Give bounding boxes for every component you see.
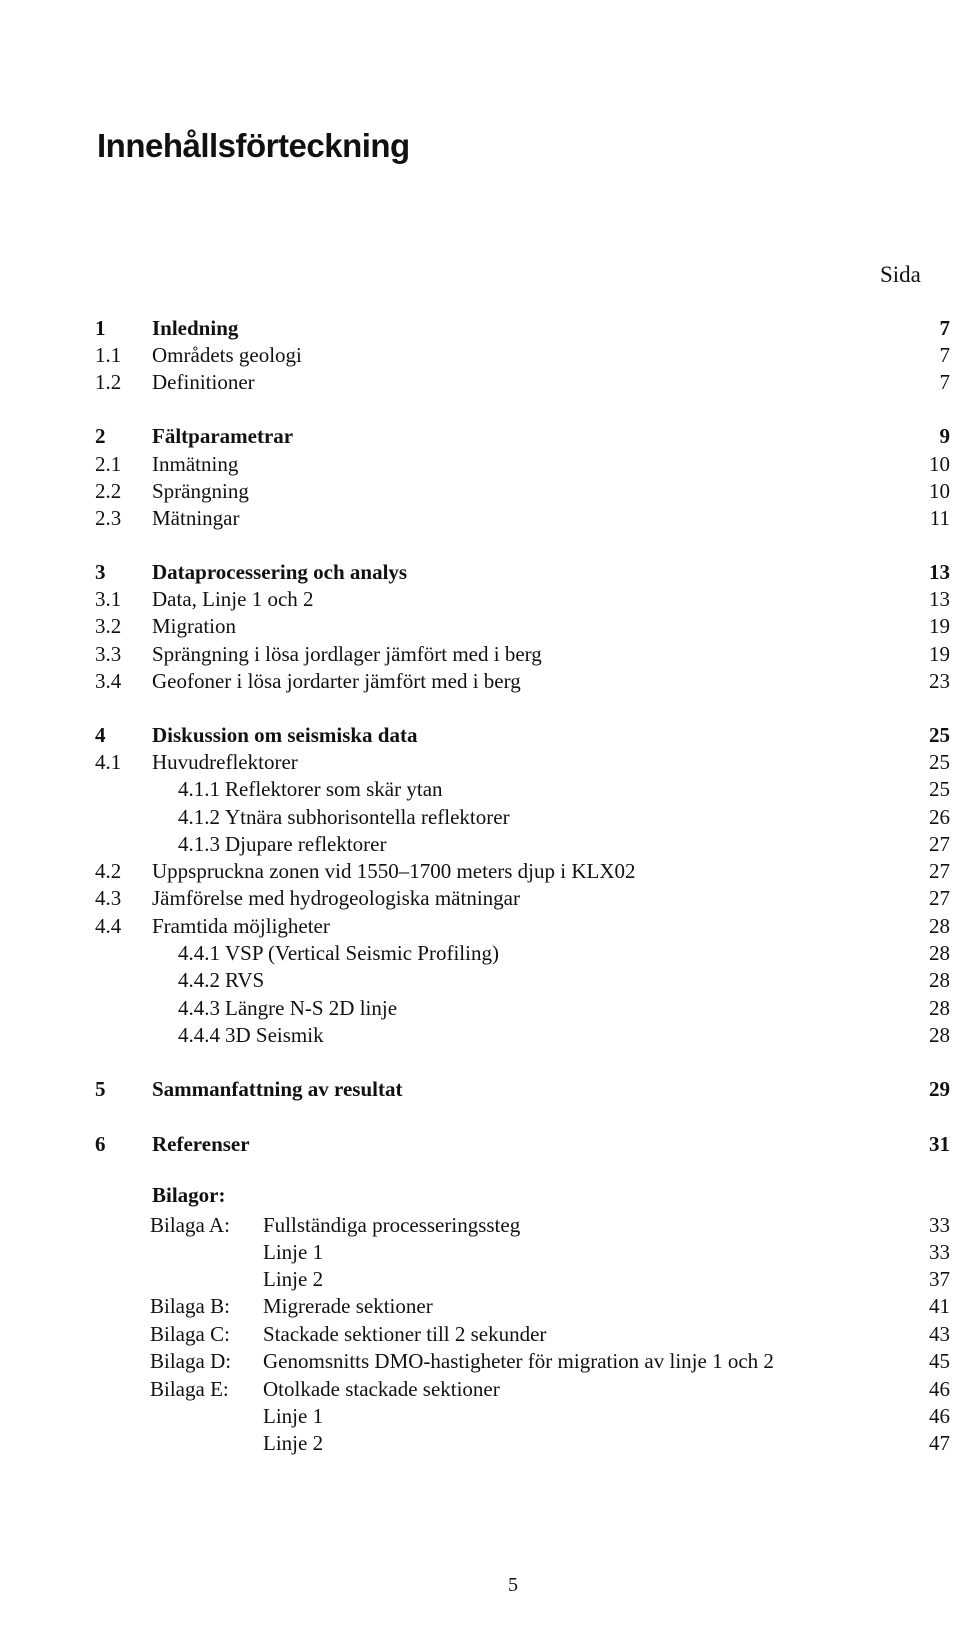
appendix-label: Bilaga B: — [150, 1294, 230, 1318]
appendix-entry[interactable] — [0, 1375, 960, 1403]
toc-entry-page: 23 — [929, 669, 950, 693]
toc-entry-number: 4.1.1 — [178, 777, 220, 801]
toc-entry-page: 28 — [929, 914, 950, 938]
toc-entry-number: 1.1 — [95, 343, 122, 367]
toc-entry[interactable] — [0, 830, 960, 858]
toc-entry[interactable] — [0, 504, 960, 532]
toc-entry-title: Områdets geologi — [152, 343, 302, 367]
toc-entry-title: Fältparametrar — [152, 424, 294, 448]
appendix-entry[interactable] — [0, 1238, 960, 1266]
toc-entry[interactable] — [0, 994, 960, 1022]
toc-entry-page: 10 — [929, 452, 950, 476]
appendix-entry[interactable] — [0, 1211, 960, 1239]
toc-entry-title: Data, Linje 1 och 2 — [152, 587, 314, 611]
toc-entry-number: 3.1 — [95, 587, 122, 611]
toc-entry[interactable] — [0, 422, 960, 450]
toc-entry-number: 5 — [95, 1077, 106, 1101]
appendix-title: Fullständiga processeringssteg — [263, 1213, 521, 1237]
toc-entry-title: Ytnära subhorisontella reflektorer — [225, 805, 510, 829]
toc-entry-title: Djupare reflektorer — [225, 832, 387, 856]
toc-entry-number: 3.4 — [95, 669, 122, 693]
toc-entry[interactable] — [0, 721, 960, 749]
toc-entry[interactable] — [0, 1021, 960, 1049]
toc-entry-number: 2.3 — [95, 506, 122, 530]
toc-entry-title: Sprängning i lösa jordlager jämfört med i berg — [152, 642, 542, 666]
toc-entry-number: 4 — [95, 723, 106, 747]
toc-entry[interactable] — [0, 857, 960, 885]
toc-entry-number: 2 — [95, 424, 106, 448]
toc-entry-title: Längre N-S 2D linje — [225, 996, 398, 1020]
toc-entry[interactable] — [0, 1130, 960, 1158]
toc-entry-page: 7 — [939, 343, 950, 367]
toc-entry-page: 10 — [929, 479, 950, 503]
toc-entry-title: Definitioner — [152, 370, 255, 394]
toc-entry[interactable] — [0, 558, 960, 586]
appendix-page: 37 — [929, 1267, 950, 1291]
toc-entry[interactable] — [0, 748, 960, 776]
page-number: 5 — [508, 1574, 518, 1596]
appendix-page: 41 — [929, 1294, 950, 1318]
toc-entry[interactable] — [0, 667, 960, 695]
toc-entry-title: RVS — [225, 968, 265, 992]
toc-entry[interactable] — [0, 912, 960, 940]
appendix-page: 46 — [929, 1377, 950, 1401]
toc-entry-number: 3 — [95, 560, 106, 584]
toc-entry-number: 2.2 — [95, 479, 122, 503]
appendix-heading: Bilagor: — [152, 1183, 226, 1207]
toc-entry-title: Huvudreflektorer — [152, 750, 298, 774]
toc-entry[interactable] — [0, 585, 960, 613]
toc-entry-title: Jämförelse med hydrogeologiska mätningar — [152, 886, 520, 910]
toc-entry-title: Uppspruckna zonen vid 1550–1700 meters djup i KLX02 — [152, 859, 636, 883]
toc-entry[interactable] — [0, 939, 960, 967]
document-title: Innehållsförteckning — [97, 127, 410, 164]
toc-entry[interactable] — [0, 477, 960, 505]
appendix-title: Migrerade sektioner — [263, 1294, 433, 1318]
toc-entry-number: 3.2 — [95, 614, 122, 638]
toc-entry-title: Framtida möjligheter — [152, 914, 330, 938]
toc-entry[interactable] — [0, 314, 960, 342]
toc-entry-number: 4.3 — [95, 886, 122, 910]
appendix-page: 33 — [929, 1240, 950, 1264]
toc-entry-title: Referenser — [152, 1132, 250, 1156]
toc-entry[interactable] — [0, 612, 960, 640]
toc-entry-page: 28 — [929, 996, 950, 1020]
toc-entry[interactable] — [0, 368, 960, 396]
toc-entry-page: 27 — [929, 886, 950, 910]
appendix-page: 46 — [929, 1404, 950, 1428]
toc-entry[interactable] — [0, 803, 960, 831]
toc-entry[interactable] — [0, 450, 960, 478]
toc-entry-title: Sprängning — [152, 479, 249, 503]
toc-entry-title: Inmätning — [152, 452, 239, 476]
toc-entry-number: 4.4.4 — [178, 1023, 220, 1047]
appendix-title: Linje 1 — [263, 1404, 324, 1428]
appendix-label: Bilaga A: — [150, 1213, 230, 1237]
toc-entry-title: 3D Seismik — [225, 1023, 324, 1047]
toc-entry-page: 26 — [929, 805, 950, 829]
appendix-entry[interactable] — [0, 1292, 960, 1320]
toc-entry-page: 28 — [929, 968, 950, 992]
appendix-title: Linje 2 — [263, 1431, 324, 1455]
toc-entry-number: 4.1 — [95, 750, 122, 774]
appendix-page: 47 — [929, 1431, 950, 1455]
toc-entry-page: 19 — [929, 642, 950, 666]
toc-entry-page: 25 — [929, 750, 950, 774]
toc-entry-page: 13 — [929, 560, 950, 584]
toc-entry-number: 4.1.3 — [178, 832, 220, 856]
toc-entry-page: 29 — [929, 1077, 950, 1101]
appendix-title: Otolkade stackade sektioner — [263, 1377, 500, 1401]
appendix-page: 43 — [929, 1322, 950, 1346]
toc-entry-page: 27 — [929, 832, 950, 856]
toc-entry-title: Mätningar — [152, 506, 240, 530]
toc-entry-page: 19 — [929, 614, 950, 638]
toc-entry-number: 4.4.1 — [178, 941, 220, 965]
appendix-entry[interactable] — [0, 1265, 960, 1293]
toc-entry-page: 28 — [929, 1023, 950, 1047]
toc-entry[interactable] — [0, 884, 960, 912]
toc-entry-page: 25 — [929, 777, 950, 801]
toc-entry-title: Sammanfattning av resultat — [152, 1077, 403, 1101]
appendix-page: 45 — [929, 1349, 950, 1373]
appendix-entry[interactable] — [0, 1347, 960, 1375]
toc-entry-number: 4.1.2 — [178, 805, 220, 829]
toc-entry-page: 7 — [939, 316, 950, 340]
toc-entry[interactable] — [0, 966, 960, 994]
appendix-title: Linje 2 — [263, 1267, 324, 1291]
toc-entry[interactable] — [0, 775, 960, 803]
toc-entry-title: Dataprocessering och analys — [152, 560, 408, 584]
appendix-label: Bilaga E: — [150, 1377, 229, 1401]
appendix-title: Stackade sektioner till 2 sekunder — [263, 1322, 547, 1346]
toc-entry[interactable] — [0, 640, 960, 668]
toc-entry-number: 6 — [95, 1132, 106, 1156]
toc-entry-title: Inledning — [152, 316, 239, 340]
page-column-header: Sida — [880, 262, 921, 287]
appendix-entry[interactable] — [0, 1429, 960, 1457]
toc-entry-page: 11 — [929, 506, 950, 530]
toc-entry-page: 31 — [929, 1132, 950, 1156]
toc-entry-page: 9 — [939, 424, 950, 448]
toc-entry-title: Migration — [152, 614, 236, 638]
toc-entry-number: 4.4.2 — [178, 968, 220, 992]
toc-entry-page: 13 — [929, 587, 950, 611]
toc-entry-title: Geofoner i lösa jordarter jämfört med i berg — [152, 669, 521, 693]
toc-entry-number: 1.2 — [95, 370, 122, 394]
toc-entry-number: 1 — [95, 316, 106, 340]
toc-entry-title: VSP (Vertical Seismic Profiling) — [225, 941, 499, 965]
appendix-label: Bilaga D: — [150, 1349, 232, 1373]
toc-entry-title: Diskussion om seismiska data — [152, 723, 418, 747]
toc-entry-title: Reflektorer som skär ytan — [225, 777, 443, 801]
appendix-title: Genomsnitts DMO-hastigheter för migration av linje 1 och 2 — [263, 1349, 774, 1373]
appendix-label: Bilaga C: — [150, 1322, 230, 1346]
toc-entry-number: 4.4.3 — [178, 996, 220, 1020]
toc-entry-number: 2.1 — [95, 452, 122, 476]
toc-entry[interactable] — [0, 341, 960, 369]
toc-entry[interactable] — [0, 1075, 960, 1103]
appendix-entry[interactable] — [0, 1402, 960, 1430]
toc-entry-page: 7 — [939, 370, 950, 394]
toc-entry-page: 25 — [929, 723, 950, 747]
appendix-page: 33 — [929, 1213, 950, 1237]
toc-entry-number: 3.3 — [95, 642, 122, 666]
appendix-entry[interactable] — [0, 1320, 960, 1348]
toc-entry-page: 28 — [929, 941, 950, 965]
toc-entry-page: 27 — [929, 859, 950, 883]
toc-entry-number: 4.2 — [95, 859, 122, 883]
appendix-title: Linje 1 — [263, 1240, 324, 1264]
toc-entry-number: 4.4 — [95, 914, 122, 938]
